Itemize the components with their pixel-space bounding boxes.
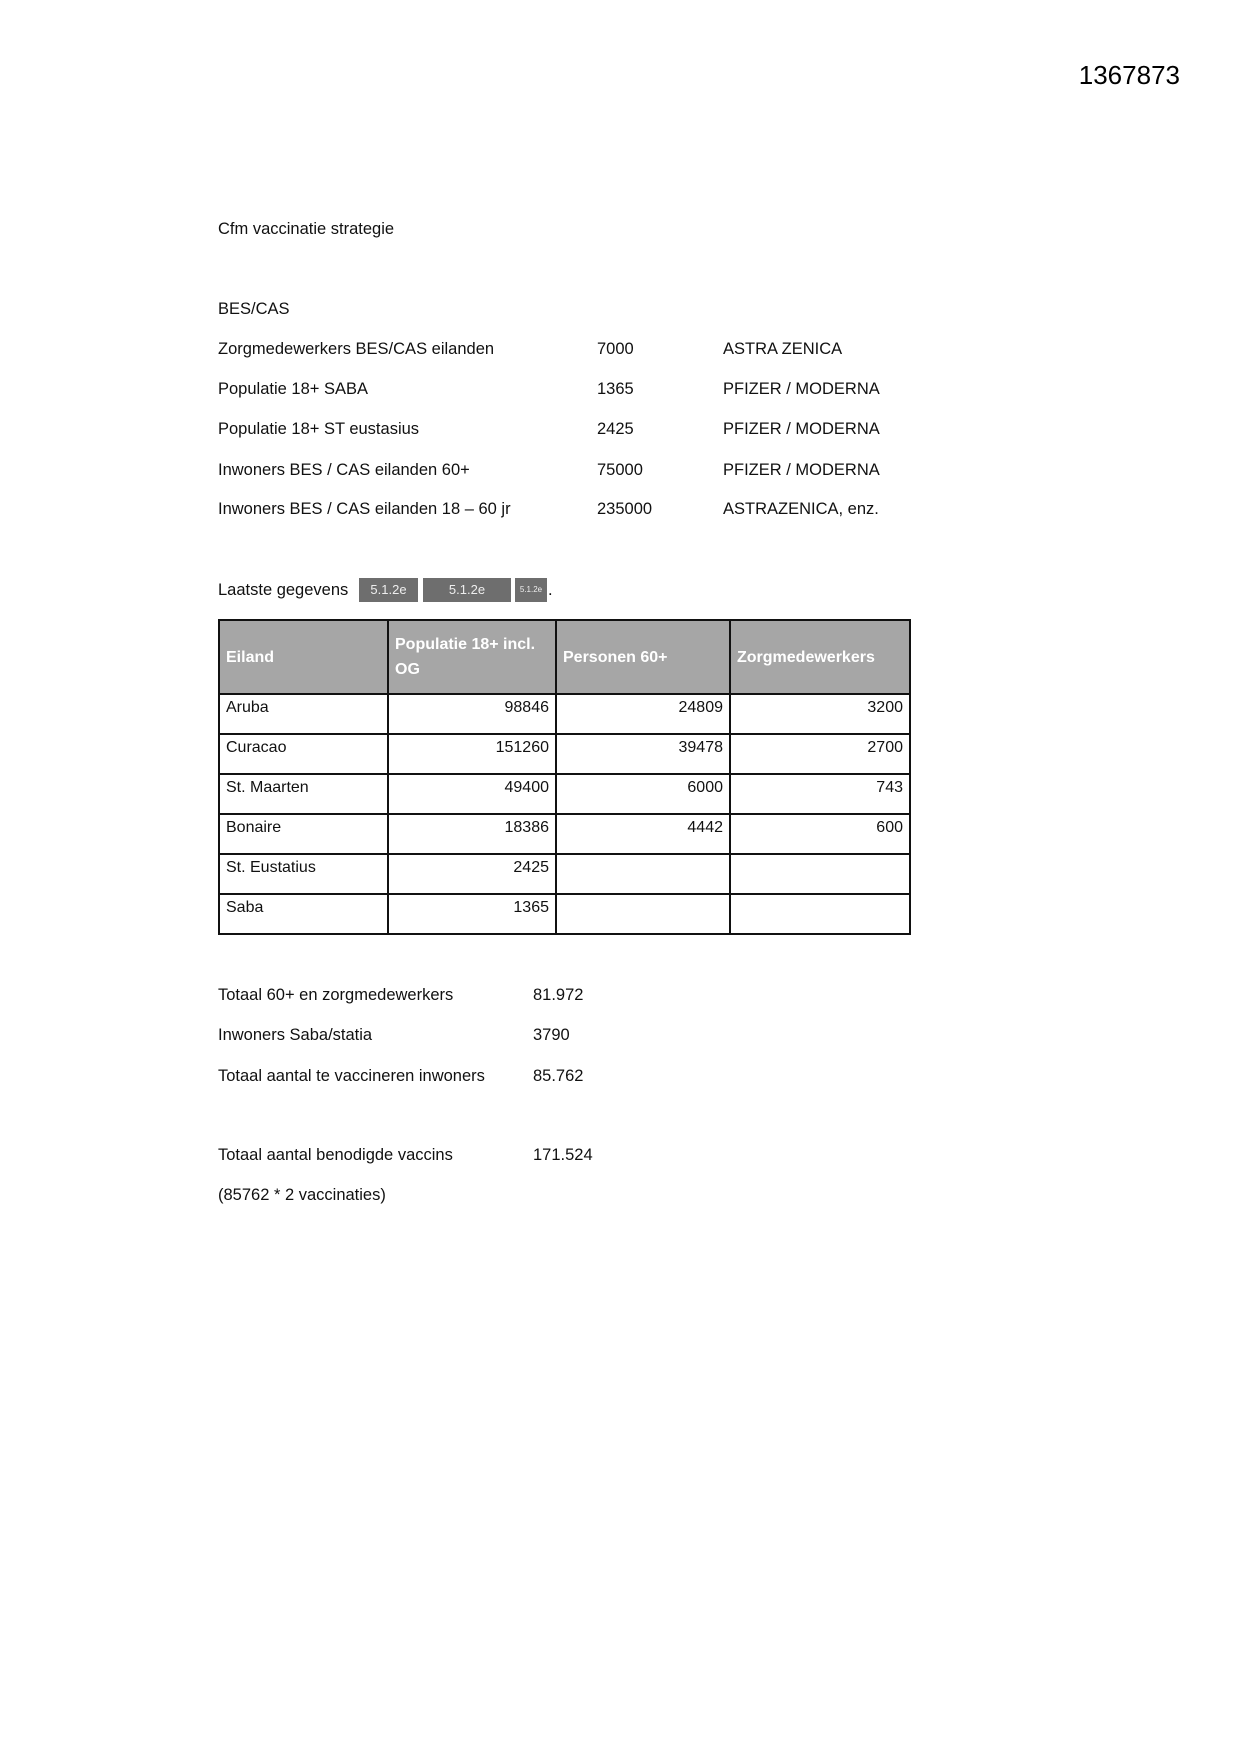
table-cell: 1365 bbox=[388, 894, 556, 934]
table-row bbox=[219, 814, 910, 854]
table-cell: 39478 bbox=[556, 734, 730, 774]
section-heading: BES/CAS bbox=[218, 300, 290, 318]
document-title: Cfm vaccinatie strategie bbox=[218, 220, 395, 238]
bes-row-vaccine: PFIZER / MODERNA bbox=[723, 380, 880, 398]
bes-row-value: 2425 bbox=[597, 420, 634, 438]
table-row bbox=[219, 854, 910, 894]
total-value: 171.524 bbox=[533, 1146, 593, 1164]
header-zorgmedewerkers: Zorgmedewerkers bbox=[730, 620, 910, 694]
table-cell: Aruba bbox=[219, 694, 388, 734]
table-cell: 98846 bbox=[388, 694, 556, 734]
table-cell: 18386 bbox=[388, 814, 556, 854]
latest-data-label: Laatste gegevens bbox=[218, 581, 349, 599]
bes-row-label: Inwoners BES / CAS eilanden 18 – 60 jr bbox=[218, 500, 511, 518]
table-row bbox=[219, 734, 910, 774]
bes-row-label: Zorgmedewerkers BES/CAS eilanden bbox=[218, 340, 495, 358]
table-cell: 4442 bbox=[556, 814, 730, 854]
bes-row-vaccine: ASTRAZENICA, enz. bbox=[723, 500, 879, 518]
table-cell bbox=[730, 894, 910, 934]
footnote: (85762 * 2 vaccinaties) bbox=[218, 1186, 386, 1204]
bes-row-vaccine: ASTRA ZENICA bbox=[723, 340, 843, 358]
table-cell: 2700 bbox=[730, 734, 910, 774]
header-eiland: Eiland bbox=[219, 620, 388, 694]
total-label: Totaal aantal benodigde vaccins bbox=[218, 1146, 453, 1164]
table-cell: 151260 bbox=[388, 734, 556, 774]
table-cell bbox=[730, 854, 910, 894]
redaction-box: 5.1.2e bbox=[515, 578, 547, 602]
total-label: Inwoners Saba/statia bbox=[218, 1026, 373, 1044]
table-cell: 600 bbox=[730, 814, 910, 854]
total-label: Totaal aantal te vaccineren inwoners bbox=[218, 1067, 485, 1085]
table-cell: Bonaire bbox=[219, 814, 388, 854]
bes-row-label: Populatie 18+ SABA bbox=[218, 380, 368, 398]
table-cell: 24809 bbox=[556, 694, 730, 734]
table-cell bbox=[556, 854, 730, 894]
total-value: 85.762 bbox=[533, 1067, 584, 1085]
total-label: Totaal 60+ en zorgmedewerkers bbox=[218, 986, 454, 1004]
bes-row-label: Inwoners BES / CAS eilanden 60+ bbox=[218, 461, 470, 479]
table-cell: 2425 bbox=[388, 854, 556, 894]
document-number: 1367873 bbox=[1078, 60, 1180, 90]
redaction-box: 5.1.2e bbox=[359, 578, 418, 602]
table-cell: 49400 bbox=[388, 774, 556, 814]
table-row bbox=[219, 694, 910, 734]
total-value: 81.972 bbox=[533, 986, 584, 1004]
table-cell: Curacao bbox=[219, 734, 388, 774]
period: . bbox=[548, 581, 553, 599]
table-cell: St. Maarten bbox=[219, 774, 388, 814]
bes-row-vaccine: PFIZER / MODERNA bbox=[723, 420, 880, 438]
bes-row-label: Populatie 18+ ST eustasius bbox=[218, 420, 420, 438]
bes-row-value: 1365 bbox=[597, 380, 634, 398]
table-cell bbox=[556, 894, 730, 934]
table-cell: Saba bbox=[219, 894, 388, 934]
island-table bbox=[218, 619, 911, 935]
table-cell: 3200 bbox=[730, 694, 910, 734]
redaction-box: 5.1.2e bbox=[423, 578, 511, 602]
bes-row-value: 75000 bbox=[597, 461, 643, 479]
bes-row-value: 235000 bbox=[597, 500, 653, 518]
bes-row-vaccine: PFIZER / MODERNA bbox=[723, 461, 880, 479]
header-personen-60: Personen 60+ bbox=[556, 620, 730, 694]
table-cell: 6000 bbox=[556, 774, 730, 814]
total-value: 3790 bbox=[533, 1026, 570, 1044]
table-cell: 743 bbox=[730, 774, 910, 814]
table-row bbox=[219, 894, 910, 934]
table-row bbox=[219, 774, 910, 814]
table-cell: St. Eustatius bbox=[219, 854, 388, 894]
bes-row-value: 7000 bbox=[597, 340, 634, 358]
header-populatie: Populatie 18+ incl. OG bbox=[388, 620, 556, 694]
